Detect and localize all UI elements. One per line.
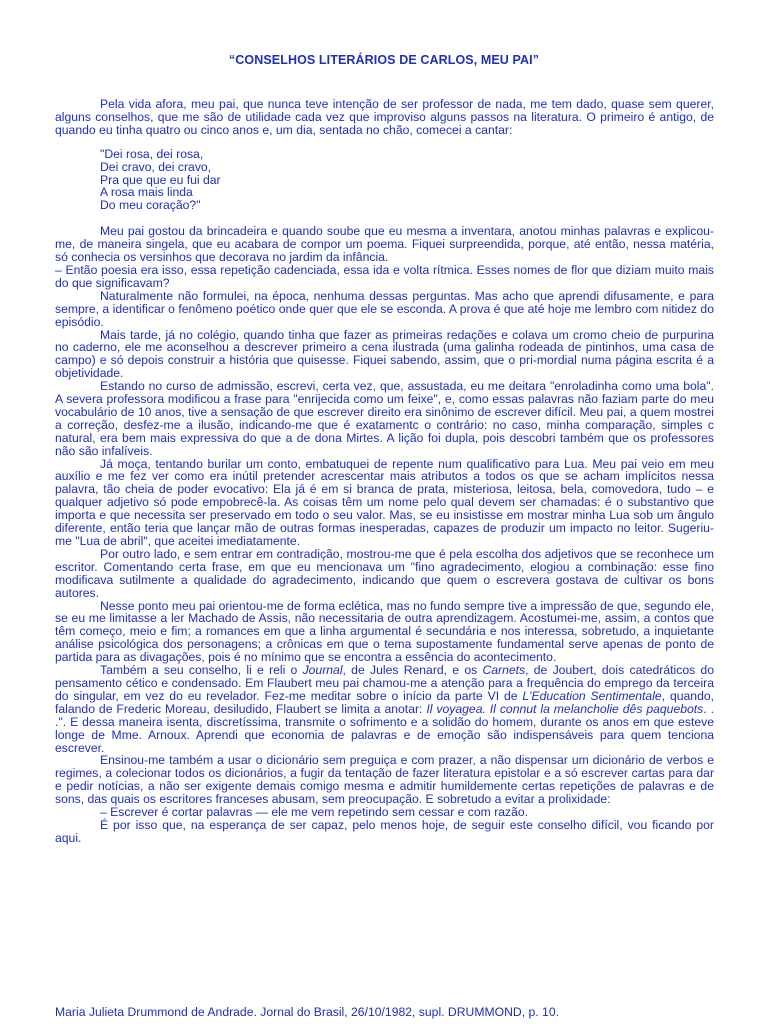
book-title-carnets: Carnets — [482, 663, 526, 678]
paragraph: Mais tarde, já no colégio, quando tinha que fazer as primeiras redações e colava um cromo cheio de purpurina no caderno, ele me aconselhou a descrever primeiro a cena ilustrada (uma galinha rodeada de pintinhos, uma casa de campo) e só depois construir a história que quisesse. Fiquei sabendo, assim, que o pri-mordial numa página escrita é a objetividade. — [55, 327, 714, 381]
quote-flaubert: Il voyagea. Il connut la melancholie dês paquebots — [426, 701, 704, 716]
paragraph-dialogue: – Escrever é cortar palavras — ele me vem repetindo sem cessar e com razão. — [100, 805, 529, 820]
paragraph-intro: Pela vida afora, meu pai, que nunca teve intenção de ser professor de nada, me tem dado, quase sem querer, alguns conselhos, que me são de utilidade cada vez que improviso alguns passos na literatura. O primeiro é antigo, de quando eu tinha quatro ou cinco anos e, um dia, sentada no chão, comecei a cantar: — [55, 97, 714, 137]
text-span: , de Joubert, dois catedráticos do pensamento cético e condensado. Em Flaubert meu pai chamou-me a atenção para a frequência do emprego da terceira do singular, em vez do eu revelador. Fez-me meditar sobre o início da parte VI de — [55, 663, 714, 703]
paragraph: Nesse ponto meu pai orientou-me de forma eclética, mas no fundo sempre tive a impressão de que, segundo ele, se eu me limitasse a ler Machado de Assis, não necessitaria de outra aprendizagem. Acostumei-me, assim, a contos que têm começo, meio e fim; a romances em que a linha argumental é secundária e nos interessa, sobretudo, a inquietante análise psicológica dos personagens; a crônicas em que o tema supostamente fundamental serve apenas de ponto de partida para as divagações, pois é no mínimo que se encontra a essência do acontecimento. — [55, 598, 714, 665]
page-title: “CONSELHOS LITERÁRIOS DE CARLOS, MEU PAI” — [228, 53, 540, 67]
paragraph: Por outro lado, e sem entrar em contradição, mostrou-me que é pela escolha dos adjetivos que se reconhece um escritor. Comentando certa frase, em que eu mencionava um "fino agradecimento, elogiou a combinação: esse fino modificava sutilmente a qualidade do agradecimento, indicando que quem o escrevera gostava de cultivar os bons autores. — [55, 546, 714, 600]
paragraph-journal — [55, 664, 714, 754]
source-citation: Maria Julieta Drummond de Andrade. Jornal do Brasil, 26/10/1982, supl. DRUMMOND, p. 10. — [55, 1005, 559, 1019]
paragraph: É por isso que, na esperança de ser capaz, pelo menos hoje, de seguir este conselho difícil, vou ficando por aqui. — [55, 817, 714, 845]
paragraph-dialogue: – Então poesia era isso, essa repetição cadenciada, essa ida e volta rítmica. Esses nomes de flor que diziam muito mais do que significavam? — [55, 262, 714, 290]
poem — [100, 148, 714, 213]
poem-line: A rosa mais linda — [100, 185, 193, 200]
paragraph: Estando no curso de admissão, escrevi, certa vez, que, assustada, eu me deitara "enroladinha como uma bola". A severa professora modificou a frase para "enrijecida como um feixe", e, como essas palavras não faziam parte do meu vocabulário de 10 anos, tive a sensação de que escrever direito era sinônimo de escrever difícil. Meu pai, a quem mostrei a correção, desfez-me a ilusão, indicando-me que é exatamentc o contrário: no caso, minha comparação, simples c natural, era bem mais expressiva do que a de dona Mirtes. A lição foi dupla, pois descobri também que os professores não são infalíveis. — [55, 379, 715, 458]
paragraph: Naturalmente não formulei, na época, nenhuma dessas perguntas. Mas acho que aprendi difusamente, e para sempre, a identificar o fenômeno poético onde quer que ele se esconda. A prova é que até hoje me lembro com nitidez do episódio. — [55, 288, 714, 329]
text-span: . . .". E dessa maneira isenta, discretíssima, transmite o sofrimento e a solidão do homem, durante os anos em que esteve longe de Mme. Arnoux. Aprendi que economia de palavras e de emoção são indispensáveis para quem tenciona escrever. — [55, 701, 714, 755]
paragraph: Ensinou-me também a usar o dicionário sem preguiça e com prazer, a não dispensar um dicionário de verbos e regimes, a colecionar todos os dicionários, a fugir da tentação de fazer literatura epistolar e a só escrever cartas para dar e pedir notícias, a não ser exigente demais comigo mesma e admitir humildemente certas repetições de palavras e de sons, das quais os escritores franceses abusam, sem preocupação. E sobretudo a evitar a prolixidade: — [55, 753, 714, 807]
poem-line: Do meu coração?" — [100, 198, 201, 213]
paragraph: Já moça, tentando burilar um conto, embatuquei de repente num qualificativo para Lua. Meu pai veio em meu auxílio e me fez ver como era inútil pretender acrescentar mais atributos a todos os que se acham implícitos nessa palavra, tão cheia de poder evocativo: Ela já é em si branca de prata, misteriosa, leitosa, bela, comovedora, tudo – e qualquer adjetivo só pode empobrecê-la. As coisas têm um nome pelo qual devem ser chamadas: é o substantivo que importa e que necessita ser preservado em todo o seu valor. Mas, se eu insistisse em mostrar minha Lua sob um ângulo diferente, então teria que lançar mão de outras formas inesperadas, capazes de produzir um impacto no leitor. Sugeriu-me "Lua de abril", que aceitei imediatamente. — [55, 456, 714, 548]
text-span: , de Jules Renard, e os — [342, 663, 483, 678]
article-body — [55, 98, 714, 845]
poem-line: "Dei rosa, dei rosa, — [100, 146, 204, 161]
poem-line: Dei cravo, dei cravo, — [100, 159, 212, 174]
book-title-journal: Journal — [302, 663, 343, 678]
text-span: , quando, falando de Frederic Moreau, desiludido, Flaubert se limita a anotar: — [55, 688, 715, 716]
paragraph: Meu pai gostou da brincadeira e quando soube que eu mesma a inventara, anotou minhas palavras e explicou-me, de maneira singela, que eu acabara de compor um poema. Fiquei surpreendida, porque, até então, nessa matéria, só conhecia os versinhos que decorava no jardim da infância. — [55, 224, 714, 265]
book-title-education-sentimentale: L'Education Sentimentale — [522, 688, 662, 703]
text-span: Também a seu conselho, li e reli o — [100, 663, 303, 678]
poem-line: Pra que que eu fui dar — [100, 172, 221, 187]
